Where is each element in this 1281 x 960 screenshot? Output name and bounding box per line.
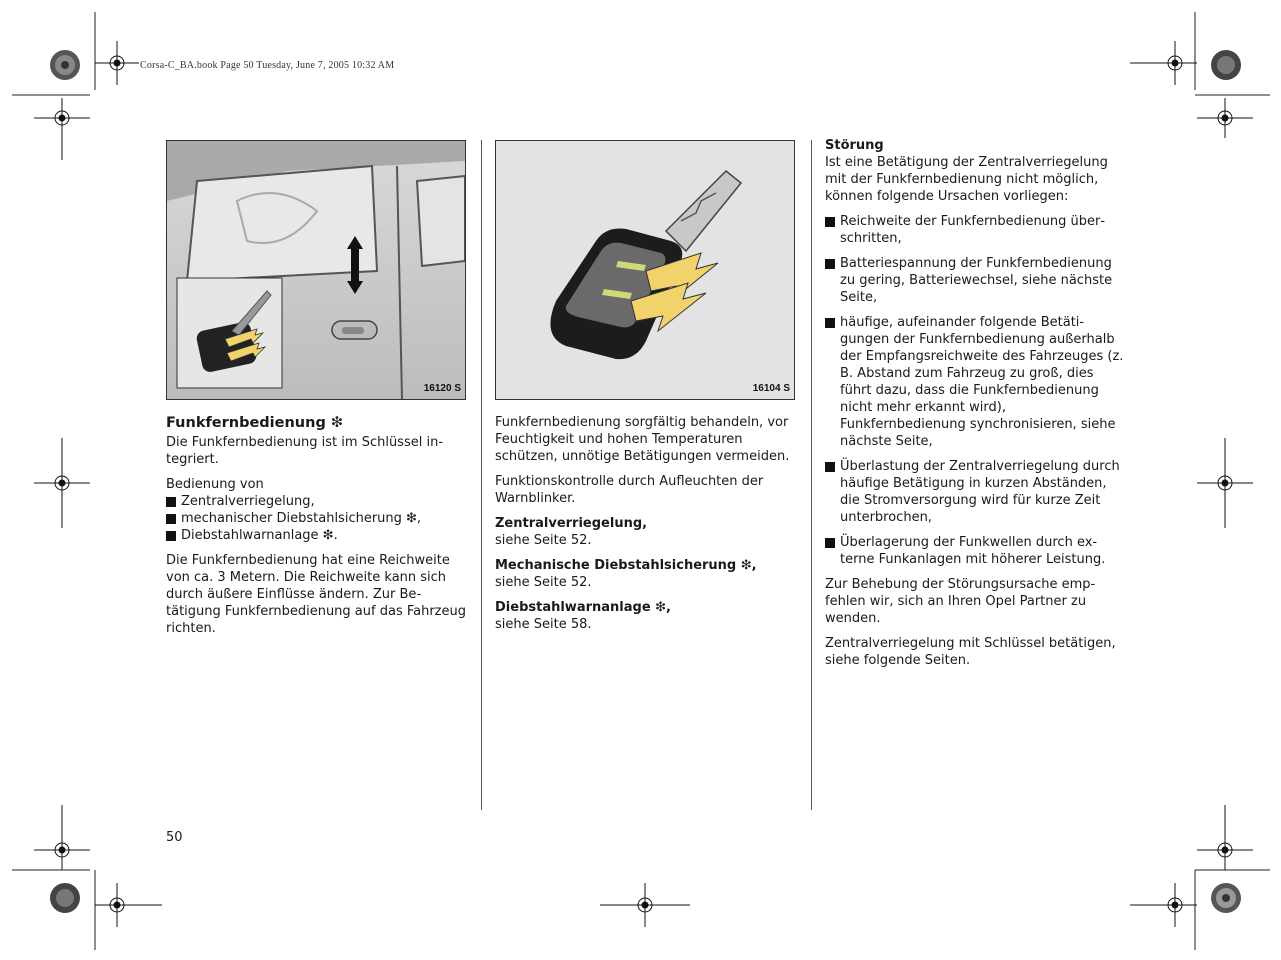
reference-title: Mechanische Diebstahlsicherung ❇,	[495, 558, 757, 573]
column-divider	[811, 140, 812, 810]
function-check-text: Funktionskontrolle durch Aufleuchten der Warnblinker.	[495, 474, 764, 506]
intro-text: Die Funkfernbedienung ist im Schlüssel integriert.	[166, 435, 444, 467]
column-remote-control	[166, 140, 466, 645]
list-item: Überlastung der Zentralverriegelung durch häufige Betätigung in kurzen Abständen, die Stromversorgung wird für kurze Zeit unterbrochen,	[825, 458, 1125, 526]
operation-label: Bedienung von	[166, 477, 264, 492]
figure-code: 16120 S	[423, 383, 461, 394]
figure-remote-key	[495, 140, 795, 400]
list-item: Überlagerung der Funkwellen durch externe Funkanlagen mit höherer Leistung.	[825, 534, 1125, 568]
reference-alarm	[495, 599, 795, 633]
column-malfunction	[825, 137, 1125, 677]
list-item: Reichweite der Funkfernbedienung überschritten,	[825, 213, 1125, 247]
remote-key-illustration	[496, 141, 794, 399]
section-title: Störung	[825, 138, 884, 153]
list-item: Batteriespannung der Funkfernbedienung zu gering, Batteriewechsel, siehe nächste Seite,	[825, 255, 1125, 306]
reference-central-locking	[495, 515, 795, 549]
car-door-illustration	[167, 141, 465, 399]
key-text: Zentralverriegelung mit Schlüssel betätigen, siehe folgende Seiten.	[825, 636, 1116, 668]
column-care	[495, 140, 795, 641]
column-divider	[481, 140, 482, 810]
figure-code: 16104 S	[752, 383, 790, 394]
reference-page: siehe Seite 58.	[495, 617, 592, 632]
figure-car-door-remote	[166, 140, 466, 400]
print-header: Corsa-C_BA.book Page 50 Tuesday, June 7, 2005 10:32 AM	[140, 60, 395, 71]
fix-text: Zur Behebung der Störungsursache empfehlen wir, sich an Ihren Opel Partner zu wenden.	[825, 577, 1096, 626]
range-text: Die Funkfernbedienung hat eine Reichweite von ca. 3 Metern. Die Reichweite kann sich durch äußere Einflüsse ändern. Zur Betätigung Funkfernbedienung auf das Fahrzeug richten.	[166, 553, 466, 636]
care-text: Funkfernbedienung sorgfältig behandeln, vor Feuchtigkeit und hohen Temperaturen schützen, unnötige Betätigungen vermeiden.	[495, 415, 790, 464]
page-number: 50	[166, 830, 183, 845]
operation-list	[166, 493, 466, 544]
causes-list	[825, 213, 1125, 568]
reference-page: siehe Seite 52.	[495, 575, 592, 590]
list-item: Diebstahlwarnanlage ❇.	[166, 527, 466, 544]
reference-page: siehe Seite 52.	[495, 533, 592, 548]
list-item: Zentralverriegelung,	[166, 493, 466, 510]
list-item: häufige, aufeinander folgende Betätigungen der Funkfernbedienung außerhalb der Empfangsreichweite des Fahrzeuges (z. B. Abstand zum Fahrzeug zu groß, dies führt dazu, dass die Funkfernbedienung nicht mehr erkannt wird), Funkfernbedienung synchronisieren, siehe nächste Seite,	[825, 314, 1125, 450]
section-title: Funkfernbedienung ❇	[166, 415, 344, 431]
reference-title: Zentralverriegelung,	[495, 516, 648, 531]
reference-mechanical-antitheft	[495, 557, 795, 591]
reference-title: Diebstahlwarnanlage ❇,	[495, 600, 671, 615]
list-item: mechanischer Diebstahlsicherung ❇,	[166, 510, 466, 527]
intro-text: Ist eine Betätigung der Zentralverriegelung mit der Funkfernbedienung nicht möglich, können folgende Ursachen vorliegen:	[825, 155, 1108, 204]
